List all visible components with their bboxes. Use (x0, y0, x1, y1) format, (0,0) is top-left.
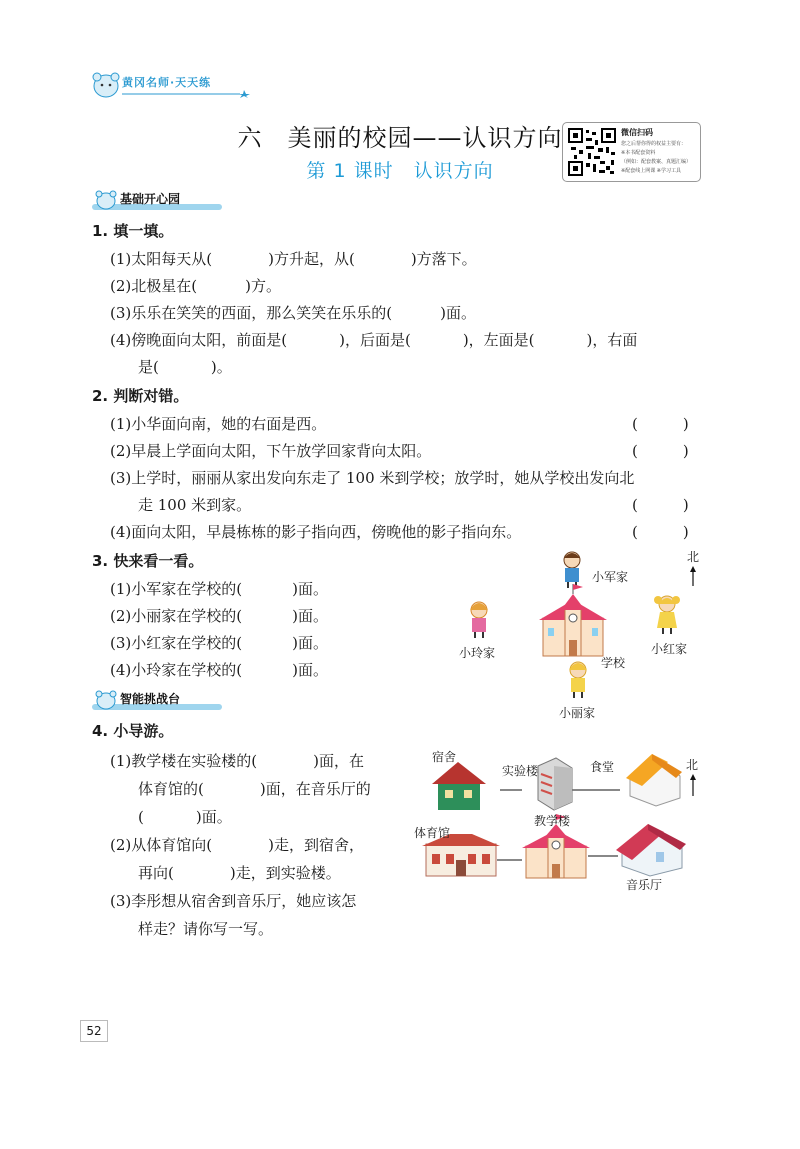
xiaohong-home-label: 小红家 (651, 642, 688, 656)
q1-line-3 (110, 302, 476, 323)
text: )，右面 (586, 331, 638, 349)
qr-line: 您之后帮你得的权益主要有： (621, 141, 687, 147)
q3-item-1 (110, 578, 328, 599)
text: (3)乐乐在笑笑的西面，那么笑笑在乐乐的( (110, 304, 393, 322)
dorm-label: 宿舍 (432, 750, 457, 764)
brand-text: 黄冈名师·天天练 (122, 76, 212, 89)
music-hall-label: 音乐厅 (626, 878, 663, 892)
lab-building-icon (538, 758, 572, 810)
text: )方。 (245, 277, 281, 295)
school-label: 学校 (601, 656, 626, 670)
q4-line-5 (138, 862, 341, 883)
q3-item-3 (110, 632, 328, 653)
text: )。 (210, 358, 232, 376)
q1-line-2 (110, 275, 281, 296)
child-xiaohong-icon (654, 596, 680, 634)
q3-item-2 (110, 605, 328, 626)
question-4-heading: 4. 小导游。 (92, 722, 174, 740)
canteen-label: 食堂 (590, 760, 615, 774)
text: (2)从体育馆向( (110, 836, 213, 854)
q4-line-2 (138, 778, 371, 799)
child-xiaoli-icon (569, 662, 587, 698)
q4-line-1 (110, 750, 364, 771)
qr-line: （例如：配套教案、真题汇编） (621, 159, 692, 165)
q3-item-4 (110, 659, 328, 680)
q4-line-3 (138, 806, 232, 827)
q4-line-6: (3)李彤想从宿舍到音乐厅，她应该怎 (110, 892, 357, 910)
text: )面，在 (313, 752, 364, 770)
child-xiaojun-icon (564, 552, 580, 588)
q1-line-4 (110, 329, 637, 350)
text: (1)小军家在学校的( (110, 580, 243, 598)
judge-blank[interactable]: ( ) (632, 415, 689, 433)
q3-diagram-art (455, 548, 715, 720)
section-title: 基础开心园 (120, 192, 181, 206)
question-1-heading: 1. 填一填。 (92, 222, 174, 240)
judge-blank[interactable]: ( ) (632, 496, 689, 514)
bear-mascot-icon (92, 68, 124, 102)
lab-label: 实验楼 (502, 764, 539, 778)
q4-line-7: 样走？请你写一写。 (138, 920, 274, 938)
text: )面。 (292, 634, 328, 652)
qr-line: ※配套线上网课 ※学习工具 (621, 168, 681, 174)
q4-line-4 (110, 834, 364, 855)
q3-diagram (455, 548, 715, 720)
xiaojun-home-label: 小军家 (592, 570, 629, 584)
text: )方升起，从( (268, 250, 355, 268)
q2-item-1: (1)小华面向南，她的右面是西。 (110, 415, 327, 433)
text: )面，在音乐厅的 (259, 780, 371, 798)
bear-mascot-icon (94, 190, 118, 210)
text: )，左面是( (462, 331, 535, 349)
text: )面。 (195, 808, 232, 826)
text: (4)小玲家在学校的( (110, 661, 243, 679)
brand-underline-icon (122, 90, 252, 98)
text: )面。 (292, 580, 328, 598)
text: (2)小丽家在学校的( (110, 607, 243, 625)
text: (4)傍晚面向太阳，前面是( (110, 331, 288, 349)
brand-header (92, 68, 252, 102)
page-title: 六 美丽的校园——认识方向 (237, 124, 563, 152)
text: )，后面是( (339, 331, 411, 349)
q2-item-4: (4)面向太阳，早晨栋栋的影子指向西，傍晚他的影子指向东。 (110, 523, 522, 541)
q2-item-3: (3)上学时，丽丽从家出发向东走了 100 米到学校；放学时，她从学校出发向北 (110, 469, 635, 487)
section-banner-challenge (92, 690, 222, 712)
canteen-building-icon (626, 754, 682, 806)
qr-title: 微信扫码 (621, 128, 653, 137)
gym-label: 体育馆 (414, 826, 451, 840)
bear-mascot-icon (94, 690, 118, 710)
q2-item-3-cont: 走 100 米到家。 (138, 496, 252, 514)
text: 体育馆的( (138, 780, 204, 798)
child-xiaoling-icon (470, 602, 488, 638)
text: ( (138, 808, 144, 826)
text: (2)北极星在( (110, 277, 198, 295)
q1-line-1 (110, 248, 477, 269)
text: )面。 (440, 304, 476, 322)
text: )面。 (292, 661, 328, 679)
judge-blank[interactable]: ( ) (632, 523, 689, 541)
teaching-building-label: 教学楼 (534, 814, 571, 828)
text: )方落下。 (410, 250, 477, 268)
q1-line-5 (138, 356, 232, 377)
section-title: 智能挑战台 (120, 692, 181, 706)
page-subtitle: 第 1 课时 认识方向 (306, 160, 494, 182)
school-building-icon (539, 584, 607, 656)
text: (1)教学楼在实验楼的( (110, 752, 258, 770)
north-label: 北 (687, 550, 700, 564)
question-3-heading: 3. 快来看一看。 (92, 552, 204, 570)
section-banner-basic (92, 190, 222, 212)
xiaoling-home-label: 小玲家 (459, 646, 496, 660)
text: )走，到实验楼。 (229, 864, 341, 882)
qr-line: ※本书配套资料 (621, 150, 656, 156)
north-label: 北 (686, 758, 699, 772)
xiaoli-home-label: 小丽家 (559, 706, 596, 720)
dorm-building-icon (432, 762, 486, 810)
judge-blank[interactable]: ( ) (632, 442, 689, 460)
text: 再向( (138, 864, 174, 882)
music-hall-building-icon (616, 824, 686, 876)
q2-item-2: (2)早晨上学面向太阳，下午放学回家背向太阳。 (110, 442, 432, 460)
text: (3)小红家在学校的( (110, 634, 243, 652)
page-number: 52 (80, 1020, 108, 1042)
text: (1)太阳每天从( (110, 250, 213, 268)
text: 是( (138, 358, 159, 376)
qr-code-icon (568, 128, 616, 176)
text: )走，到宿舍， (268, 836, 364, 854)
text: )面。 (292, 607, 328, 625)
question-2-heading: 2. 判断对错。 (92, 387, 189, 405)
q4-campus-map (410, 748, 715, 898)
qr-code-panel[interactable] (562, 122, 701, 182)
